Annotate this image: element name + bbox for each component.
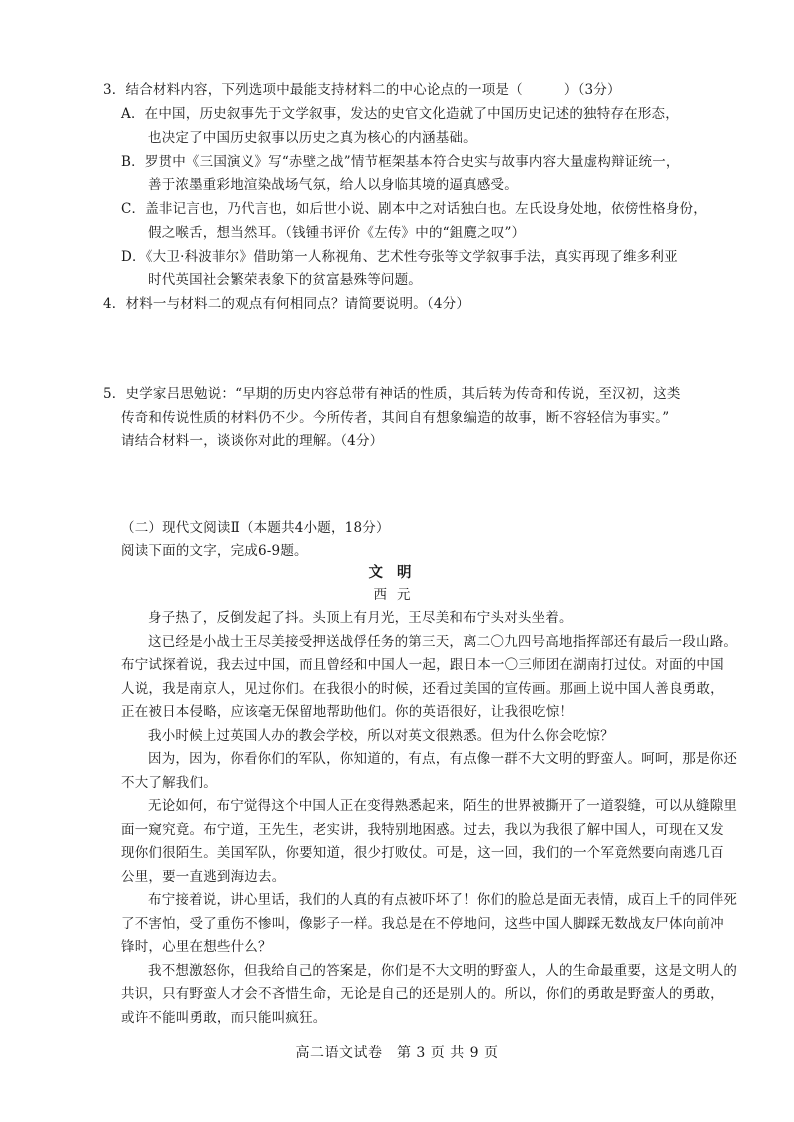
story-line: 无论如何，布宁觉得这个中国人正在变得熟悉起来，陌生的世界被撕开了一道裂缝，可以从缝隙里 [148, 798, 738, 814]
story-line: 不大了解我们。 [121, 775, 217, 791]
option-a-line-1: A．在中国，历史叙事先于文学叙事，发达的史官文化造就了中国历史记述的独特存在形态， [121, 106, 679, 122]
section-heading: （二）现代文阅读Ⅱ（本题共4小题，18分） [121, 520, 390, 536]
option-a-line-2: 也决定了中国历史叙事以历史之真为核心的内涵基础。 [148, 130, 477, 146]
story-line: 这已经是小战士王尽美接受押送战俘任务的第三天，离二〇九四号高地指挥部还有最后一段山路。 [148, 634, 738, 650]
story-line: 正在被日本侵略，应该毫无保留地帮助他们。你的英语很好，让我很吃惊！ [121, 704, 574, 720]
story-line: 现你们很陌生。美国军队，你要知道，很少打败仗。可是，这一回，我们的一个军竟然要向南逃几百 [121, 845, 724, 861]
story-line: 人说，我是南京人，见过你们。在我很小的时候，还看过美国的宣传画。那画上说中国人善良勇敢， [121, 681, 724, 697]
option-d-line-1: D．《大卫·科波菲尔》借助第一人称视角、艺术性夸张等文学叙事手法，真实再现了维多利亚 [121, 249, 678, 265]
option-c-line-1: C．盖非记言也，乃代言也，如后世小说、剧本中之对话独白也。左氏设身处地，依傍性格身份， [121, 201, 707, 217]
story-line: 因为，因为，你看你们的军队，你知道的，有点，有点像一群不大文明的野蛮人。呵呵，那是你还 [148, 751, 738, 767]
story-line: 共识，只有野蛮人才会不吝惜生命，无论是自己的还是别人的。所以，你们的勇敢是野蛮人的勇敢， [121, 986, 724, 1002]
option-b-line-1: B．罗贯中《三国演义》写“赤壁之战”情节框架基本符合史实与故事内容大量虚构辩证统一， [121, 154, 680, 170]
option-c-line-2: 假之喉舌，想当然耳。（钱锺书评价《左传》中的“鉏麑之叹”） [148, 225, 526, 241]
story-line: 布宁接着说，讲心里话，我们的人真的有点被吓坏了！你们的脸总是面无表情，成百上千的同伴死 [148, 892, 738, 908]
story-line: 了不害怕，受了重伤不惨叫，像影子一样。我总是在不停地问，这些中国人脚踩无数战友尸体向前冲 [121, 916, 724, 932]
story-line: 身子热了，反倒发起了抖。头顶上有月光，王尽美和布宁头对头坐着。 [148, 610, 573, 626]
story-title: 文明 [368, 564, 426, 581]
question-5-line-3: 请结合材料一，谈谈你对此的理解。（4分） [121, 433, 384, 449]
story-line: 我不想激怒你，但我给自己的答案是，你们是不大文明的野蛮人，人的生命最重要，这是文明人的 [148, 963, 738, 979]
section-instruction: 阅读下面的文字，完成6-9题。 [121, 543, 308, 559]
question-5-line-2: 传奇和传说性质的材料仍不少。今所传者，其间自有想象编造的故事，断不容轻信为事实。” [121, 410, 670, 426]
story-line: 布宁试探着说，我去过中国，而且曾经和中国人一起，跟日本一〇三师团在湖南打过仗。对面的中国 [121, 657, 724, 673]
story-line: 锋时，心里在想些什么？ [121, 939, 272, 955]
question-4-stem: 4．材料一与材料二的观点有何相同点？请简要说明。（4分） [103, 296, 471, 312]
page-footer: 高二语文试卷 第 3 页 共 9 页 [295, 1045, 499, 1061]
story-author: 西元 [373, 587, 421, 603]
question-5-line-1: 5．史学家吕思勉说：“早期的历史内容总带有神话的性质，其后转为传奇和传说，至汉初，这类 [103, 386, 681, 402]
story-line: 或许不能叫勇敢，而只能叫疯狂。 [121, 1010, 327, 1026]
question-3-stem: 3．结合材料内容，下列选项中最能支持材料二的中心论点的一项是（ ）（3分） [103, 82, 621, 98]
option-d-line-2: 时代英国社会繁荣表象下的贫富悬殊等问题。 [148, 272, 422, 288]
option-b-line-2: 善于浓墨重彩地渲染战场气氛，给人以身临其境的逼真感受。 [148, 177, 518, 193]
story-line: 面一窥究竟。布宁道，王先生，老实讲，我特别地困惑。过去，我以为我很了解中国人，可现在又发 [121, 822, 724, 838]
story-line: 我小时候上过英国人办的教会学校，所以对英文很熟悉。但为什么你会吃惊？ [148, 728, 614, 744]
story-line: 公里，要一直逃到海边去。 [121, 869, 286, 885]
